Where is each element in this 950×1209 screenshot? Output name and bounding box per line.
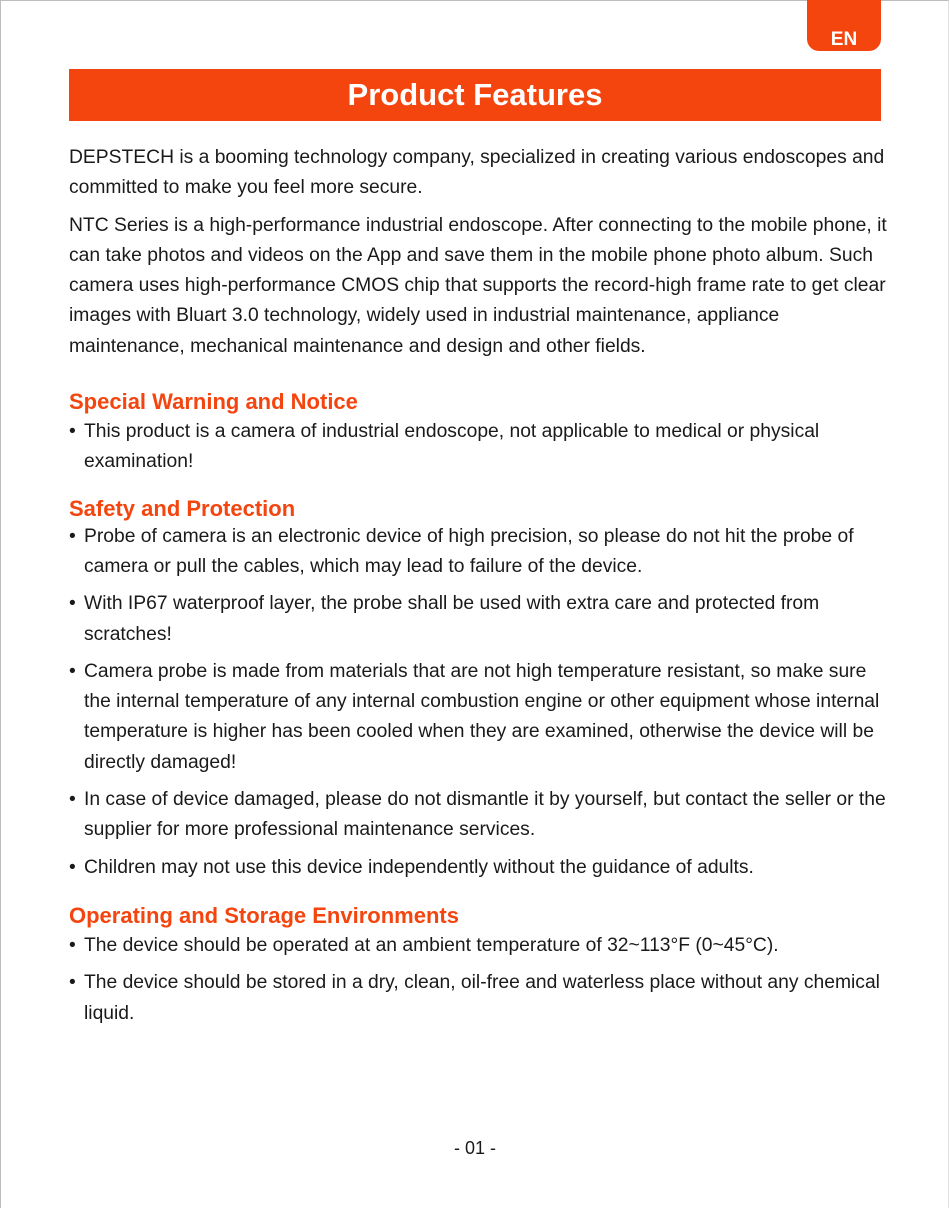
intro-paragraph-1: DEPSTECH is a booming technology company, specialized in creating various endoscopes and committed to make you feel more secure. — [69, 147, 885, 199]
bullet-list — [69, 931, 889, 1029]
list-item: • Camera probe is made from materials that are not high temperature resistant, so make sure the internal temperature of any internal combustion engine or other equipment whose internal temperature is higher has been cooled when they are examined, otherwise the device will be directly damaged! — [69, 657, 889, 778]
section-heading: Operating and Storage Environments — [69, 902, 459, 928]
list-item: • Probe of camera is an electronic device of high precision, so please do not hit the probe of camera or pull the cables, which may lead to failure of the device. — [69, 522, 889, 583]
list-item: • In case of device damaged, please do not dismantle it by yourself, but contact the seller or the supplier for more professional maintenance services. — [69, 785, 889, 846]
bullet-list — [69, 522, 889, 883]
section-heading: Special Warning and Notice — [69, 389, 358, 415]
page-number: - 01 - — [453, 1138, 496, 1158]
list-item: • This product is a camera of industrial endoscope, not applicable to medical or physical examination! — [69, 417, 889, 478]
list-item: • The device should be operated at an ambient temperature of 32~113°F (0~45°C). — [69, 931, 889, 961]
section-safety-protection — [69, 496, 889, 883]
language-tab: EN — [807, 0, 881, 51]
list-item: • With IP67 waterproof layer, the probe shall be used with extra care and protected from scratches! — [69, 589, 889, 650]
list-item: • The device should be stored in a dry, clean, oil-free and waterless place without any chemical liquid. — [69, 968, 889, 1029]
section-special-warning — [69, 387, 889, 478]
section-operating-storage — [69, 901, 889, 1029]
bullet-list — [69, 417, 889, 478]
list-item: • Children may not use this device independently without the guidance of adults. — [69, 853, 889, 883]
content — [69, 143, 889, 1036]
page-title: Product Features — [69, 69, 881, 121]
section-heading: Safety and Protection — [69, 495, 296, 521]
intro-paragraph-2: NTC Series is a high-performance industrial endoscope. After connecting to the mobile phone, it can take photos and videos on the App and save them in the mobile phone photo album. Such camera uses high-performance CMOS chip that supports the record-high frame rate to get clear images with Bluart 3.0 technology, widely used in industrial maintenance, appliance maintenance, mechanical maintenance and design and other fields. — [69, 214, 887, 357]
